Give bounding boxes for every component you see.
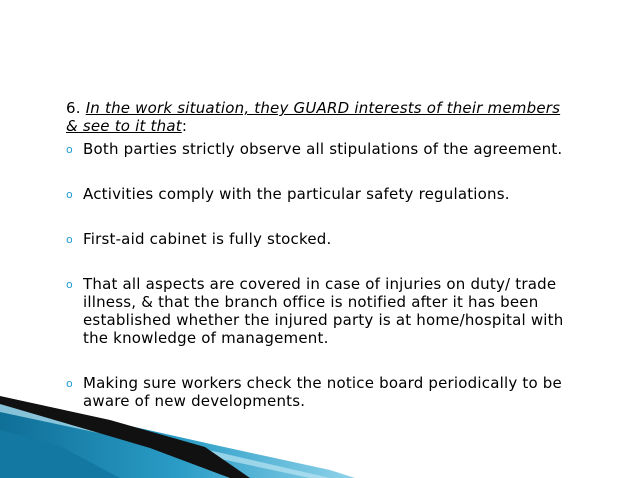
- bullet-marker: o: [66, 278, 73, 291]
- bullet-text: Both parties strictly observe all stipulations of the agreement.: [83, 140, 563, 158]
- bullet-marker: o: [66, 233, 73, 246]
- bullet-text: Activities comply with the particular safety regulations.: [83, 185, 510, 203]
- heading-underlined-text-1: In the work situation, they GUARD interests of their members: [85, 99, 561, 117]
- list-item: [66, 275, 626, 347]
- heading-colon: :: [181, 117, 188, 135]
- bullet-text: First-aid cabinet is fully stocked.: [83, 230, 332, 248]
- heading-underlined-text-2: & see to it that: [66, 117, 182, 135]
- slide-heading: [66, 99, 626, 135]
- list-item: [66, 140, 626, 158]
- bullet-marker: o: [66, 143, 73, 156]
- slide-content: [66, 99, 626, 437]
- bullet-marker: o: [66, 377, 73, 390]
- bullet-text: Making sure workers check the notice board periodically to be aware of new developments.: [83, 374, 562, 410]
- list-item: [66, 230, 626, 248]
- bullet-text: That all aspects are covered in case of injuries on duty/ trade illness, & that the branch office is notified after it has been established whether the injured party is at home/hospital with the knowledge of management.: [83, 275, 564, 347]
- bullet-marker: o: [66, 188, 73, 201]
- list-item: [66, 374, 626, 410]
- bullet-list: [66, 140, 626, 410]
- list-item: [66, 185, 626, 203]
- heading-number: 6.: [66, 99, 86, 117]
